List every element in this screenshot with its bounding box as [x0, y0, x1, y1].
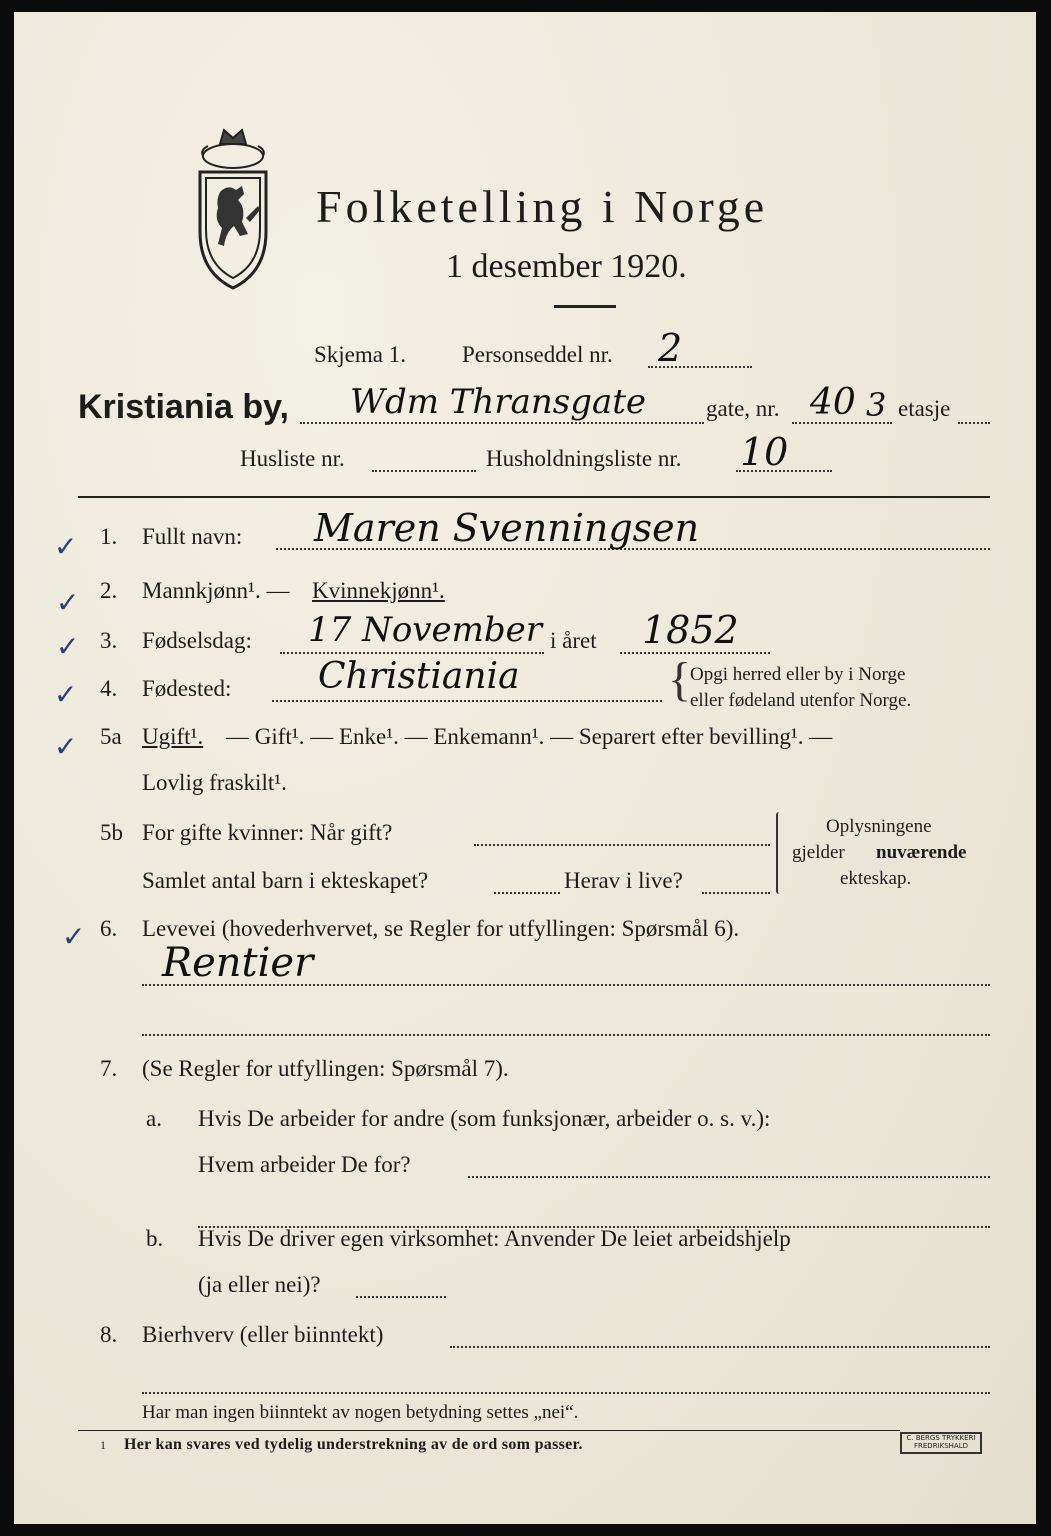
- q7b-answer-line: [356, 1296, 446, 1298]
- q7-number: 7.: [100, 1056, 118, 1081]
- form-title: Folketelling i Norge: [316, 181, 769, 232]
- personseddel-label: Personseddel nr.: [462, 342, 613, 367]
- form-date: 1 desember 1920.: [446, 248, 687, 285]
- footnote-text: Her kan svares ved tydelig understrekning av de ord som passer.: [124, 1436, 583, 1453]
- q2-number: 2.: [100, 578, 118, 603]
- q7b-answer-label: (ja eller nei)?: [198, 1272, 321, 1297]
- q5b-note-line2b: nuværende: [876, 842, 967, 863]
- header-separator: [78, 496, 990, 498]
- q5b-children-label: Samlet antal barn i ekteskapet?: [142, 868, 429, 893]
- q6-line-2: [142, 1034, 990, 1036]
- q2-label-female: Kvinnekjønn¹.: [312, 578, 445, 603]
- q4-note-line2: eller fødeland utenfor Norge.: [690, 690, 912, 711]
- skjema-label: Skjema 1.: [314, 342, 406, 367]
- tick-mark-6: ✓: [62, 920, 86, 953]
- q8-line-2: [142, 1392, 990, 1394]
- footnote-mark: 1: [100, 1438, 106, 1452]
- q3-year-line: [620, 652, 770, 654]
- q5b-alive-label: Herav i live?: [564, 868, 683, 893]
- census-form-page: [14, 12, 1036, 1524]
- street-line: [300, 422, 704, 424]
- q5b-note-line2a: gjelder: [792, 842, 845, 863]
- tick-mark-2: ✓: [56, 586, 80, 619]
- tick-mark-1: ✓: [54, 530, 78, 563]
- q7a-letter: a.: [146, 1106, 162, 1131]
- q7a-employer-label: Hvem arbeider De for?: [198, 1152, 411, 1177]
- q4-note-brace: {: [668, 653, 692, 706]
- q3-year-value: 1852: [642, 608, 739, 652]
- personseddel-value: 2: [658, 326, 683, 370]
- q7b-label: Hvis De driver egen virksomhet: Anvender De leiet arbeidshjelp: [198, 1226, 791, 1251]
- coat-of-arms-icon: [190, 122, 276, 292]
- q5b-label: For gifte kvinner: Når gift?: [142, 820, 393, 845]
- q4-value: Christiania: [318, 656, 520, 697]
- q4-note-line1: Opgi herred eller by i Norge: [690, 664, 906, 685]
- gate-nr-value: 40: [810, 382, 856, 423]
- q3-birthday-value: 17 November: [308, 610, 542, 650]
- q5b-children-line: [494, 892, 560, 894]
- q3-label: Fødselsdag:: [142, 628, 252, 653]
- q1-label: Fullt navn:: [142, 524, 243, 549]
- q7a-employer-line: [468, 1176, 990, 1178]
- footnote-separator: [78, 1430, 900, 1431]
- husholdning-value: 10: [740, 430, 789, 474]
- husholdning-label: Husholdningsliste nr.: [486, 446, 682, 471]
- q6-number: 6.: [100, 916, 118, 941]
- q3-date-line: [280, 652, 544, 654]
- q8-line-1: [450, 1346, 990, 1348]
- q4-line: [272, 700, 662, 702]
- q7a-label: Hvis De arbeider for andre (som funksjonær, arbeider o. s. v.):: [198, 1106, 771, 1131]
- q7-label: (Se Regler for utfyllingen: Spørsmål 7).: [142, 1056, 509, 1081]
- etasje-line: [958, 422, 990, 424]
- q5b-when-line: [474, 844, 770, 846]
- q7b-letter: b.: [146, 1226, 164, 1251]
- q5b-alive-line: [702, 892, 770, 894]
- q5a-line2: Lovlig fraskilt¹.: [142, 770, 287, 795]
- etasje-label: etasje: [898, 396, 951, 421]
- tick-mark-4: ✓: [54, 678, 78, 711]
- tick-mark-3: ✓: [56, 630, 80, 663]
- q1-value: Maren Svenningsen: [314, 506, 700, 550]
- q6-label: Levevei (hovederhvervet, se Regler for utfyllingen: Spørsmål 6).: [142, 916, 740, 941]
- street-value: Wdm Thransgate: [350, 382, 647, 422]
- q5b-note-brace: [776, 812, 782, 894]
- q3-number: 3.: [100, 628, 118, 653]
- q5a-number: 5a: [100, 724, 122, 749]
- husliste-label: Husliste nr.: [240, 446, 345, 471]
- q5b-note-line3: ekteskap.: [840, 868, 912, 889]
- printer-stamp: C. BERGS TRYKKERI FREDRIKSHALD: [900, 1432, 982, 1454]
- q5a-ugift: Ugift¹.: [142, 724, 204, 749]
- q6-value: Rentier: [162, 940, 314, 986]
- tick-mark-5: ✓: [54, 730, 78, 763]
- q2-label-male: Mannkjønn¹. —: [142, 578, 290, 603]
- q5b-note-line1: Oplysningene: [826, 816, 932, 837]
- q1-number: 1.: [100, 524, 118, 549]
- q8-label: Bierhverv (eller biinntekt): [142, 1322, 384, 1347]
- gate-label: gate, nr.: [706, 396, 780, 421]
- q4-label: Fødested:: [142, 676, 232, 701]
- q4-number: 4.: [100, 676, 118, 701]
- q3-year-label: i året: [550, 628, 597, 653]
- q5a-options: — Gift¹. — Enke¹. — Enkemann¹. — Separert efter bevilling¹. —: [226, 724, 833, 749]
- q5b-number: 5b: [100, 820, 123, 845]
- title-divider: [554, 305, 616, 308]
- city-label: Kristiania by,: [78, 388, 289, 426]
- q8-number: 8.: [100, 1322, 118, 1347]
- husliste-line: [372, 470, 476, 472]
- q8-note: Har man ingen biinntekt av nogen betydning settes „nei“.: [142, 1402, 579, 1423]
- etasje-value: 3: [866, 386, 887, 424]
